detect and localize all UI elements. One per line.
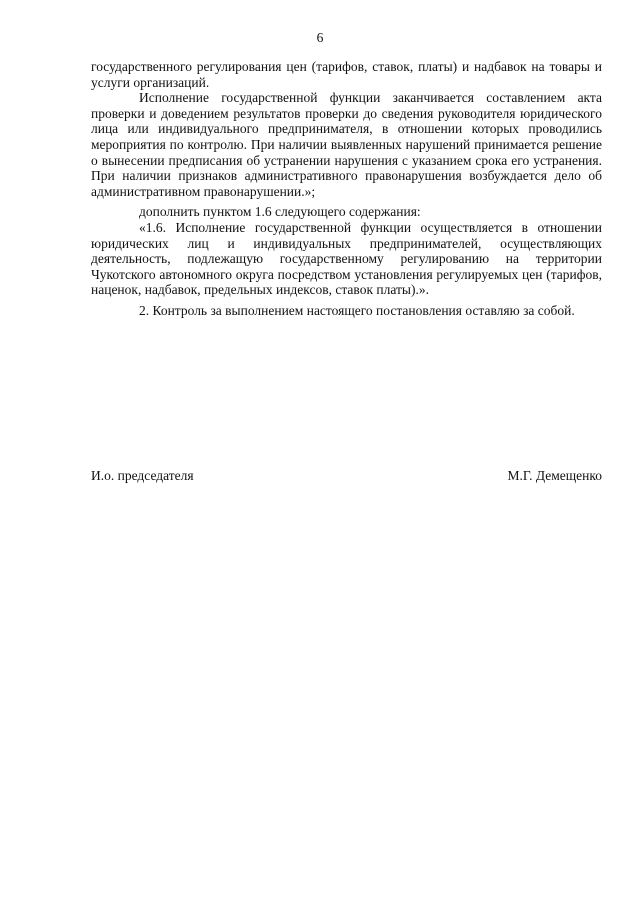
paragraph-control-clause: 2. Контроль за выполнением настоящего постановления оставляю за собой.: [139, 302, 575, 318]
paragraph-amendment-intro: дополнить пунктом 1.6 следующего содержания:: [139, 204, 421, 220]
paragraph-continuation: государственного регулирования цен (тарифов, ставок, платы) и надбавок на товары и услуги организаций.: [91, 59, 602, 90]
document-body: [91, 59, 602, 319]
paragraph-function-completion: Исполнение государственной функции заканчивается составлением акта проверки и доведением результатов проверки до сведения руководителя юридического лица или индивидуального предпринимателя, в отношении которых проводились мероприятия по контролю. При наличии выявленных нарушений принимается решение о вынесении предписания об устранении нарушения с указанием срока его устранения. При наличии признаков административного правонарушения возбуждается дело об административном правонарушении.»;: [91, 90, 602, 199]
paragraph-clause-1-6: «1.6. Исполнение государственной функции осуществляется в отношении юридических лиц и индивидуальных предпринимателей, осуществляющих деятельность, подлежащую государственному регулированию на территории Чукотского автономного округа посредством установления регулируемых цен (тарифов, наценок, надбавок, предельных индексов, ставок платы).».: [91, 219, 602, 298]
signature-block: [91, 468, 602, 484]
signatory-name: М.Г. Демещенко: [507, 468, 602, 483]
signatory-position: И.о. председателя: [91, 468, 194, 483]
page-number: 6: [316, 30, 324, 45]
